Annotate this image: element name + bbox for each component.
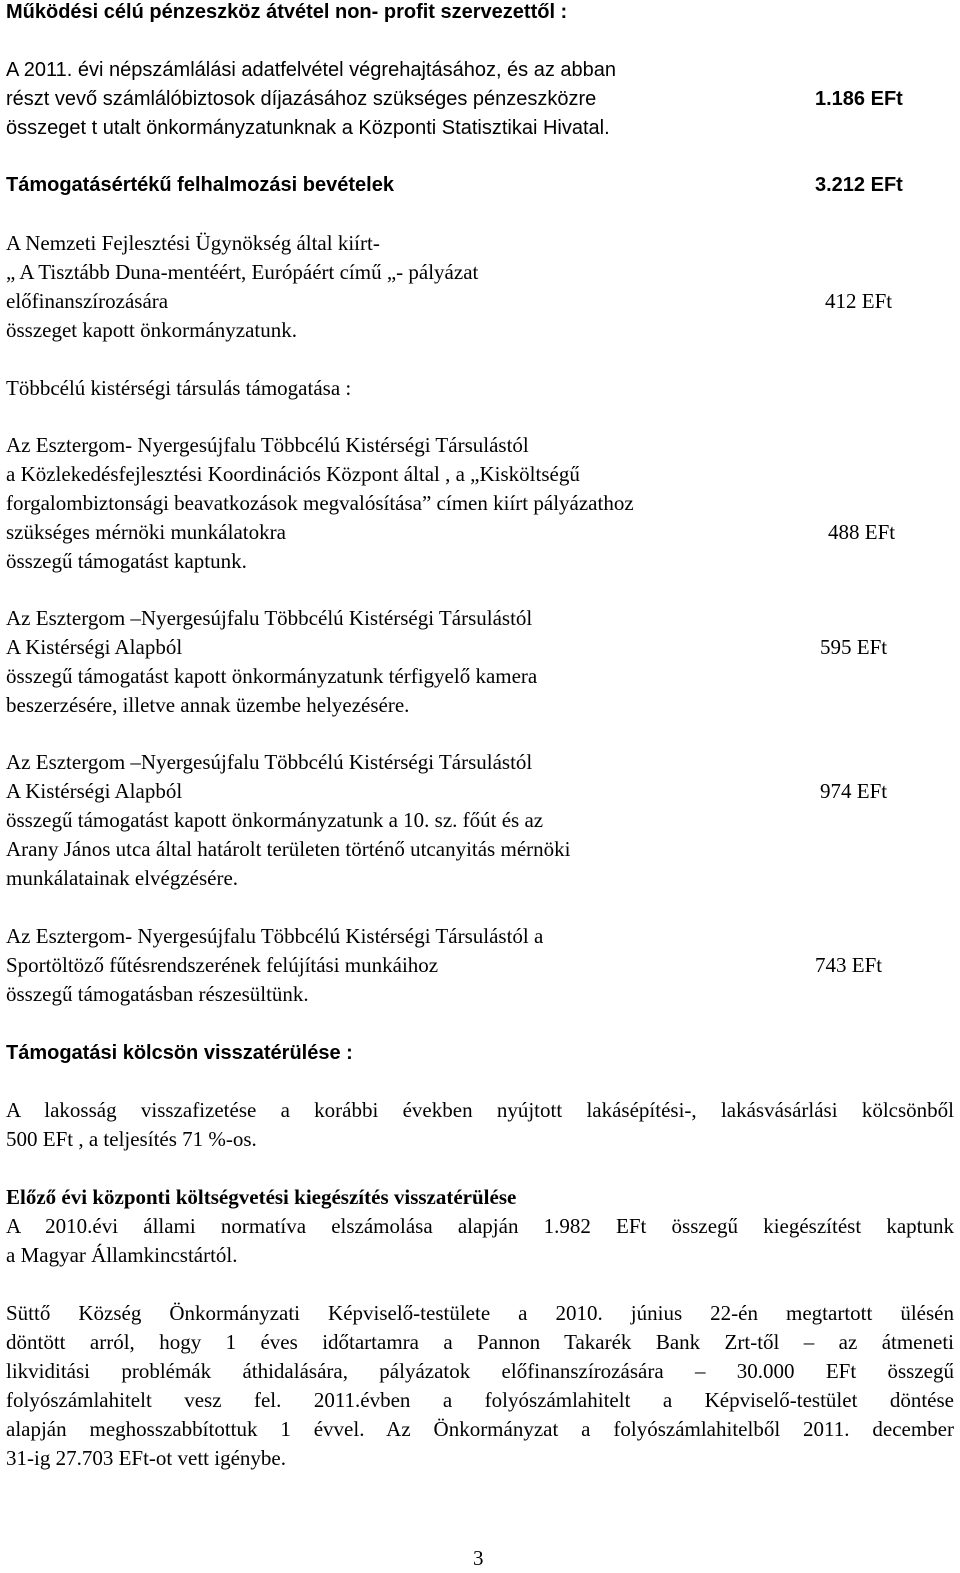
- multi-item-4-line-3: összegű támogatásban részesültünk.: [6, 982, 309, 1006]
- census-amount: 1.186 EFt: [815, 88, 903, 110]
- multi-item-1-line-1: Az Esztergom- Nyergesújfalu Többcélú Kistérségi Társulástól: [6, 433, 529, 457]
- section-heading-nonprofit: Működési célú pénzeszköz átvétel non- profit szervezettől :: [6, 1, 568, 23]
- multi-item-1-line-4: szükséges mérnöki munkálatokra: [6, 520, 286, 544]
- multi-item-2-line-4: beszerzésére, illetve annak üzembe helyezésére.: [6, 693, 410, 717]
- multi-item-4-line-2: Sportöltöző fűtésrendszerének felújítási munkáihoz: [6, 953, 439, 977]
- page-number: 3: [473, 1546, 484, 1570]
- capital-line-3: előfinanszírozására: [6, 289, 169, 313]
- multi-item-2-line-2: A Kistérségi Alapból: [6, 635, 183, 659]
- multi-item-2-line-1: Az Esztergom –Nyergesújfalu Többcélú Kistérségi Társulástól: [6, 606, 533, 630]
- budget-line-1: A 2010.évi állami normatíva elszámolása alapján 1.982 EFt összegű kiegészítést kaptunk: [6, 1214, 954, 1238]
- capital-heading: Támogatásértékű felhalmozási bevételek: [6, 174, 394, 196]
- multi-item-2-amount: 595 EFt: [820, 635, 888, 659]
- budget-heading: Előző évi központi költségvetési kiegészítés visszatérülése: [6, 1185, 517, 1209]
- multi-item-4-line-1: Az Esztergom- Nyergesújfalu Többcélú Kistérségi Társulástól a: [6, 924, 544, 948]
- council-line-2: döntött arról, hogy 1 éves időtartamra a Pannon Takarék Bank Zrt-től – az átmeneti: [6, 1330, 954, 1354]
- multi-item-3-line-3: összegű támogatást kapott önkormányzatunk a 10. sz. főút és az: [6, 808, 544, 832]
- census-line-1: A 2011. évi népszámlálási adatfelvétel végrehajtásához, és az abban: [6, 59, 617, 81]
- capital-line-4: összeget kapott önkormányzatunk.: [6, 318, 298, 342]
- capital-line-1: A Nemzeti Fejlesztési Ügynökség által kiírt-: [6, 231, 380, 255]
- council-line-3: likviditási problémák áthidalására, pályázatok előfinanszírozására – 30.000 EFt összegű: [6, 1359, 954, 1383]
- multi-item-3-amount: 974 EFt: [820, 779, 888, 803]
- census-line-3: összeget t utalt önkormányzatunknak a Központi Statisztikai Hivatal.: [6, 117, 610, 139]
- multi-heading: Többcélú kistérségi társulás támogatása :: [6, 376, 352, 400]
- loan-line-2: 500 EFt , a teljesítés 71 %-os.: [6, 1127, 257, 1151]
- multi-item-1-amount: 488 EFt: [828, 520, 896, 544]
- capital-line-2: „ A Tisztább Duna-mentéért, Európáért című „- pályázat: [6, 260, 479, 284]
- council-line-5: alapján meghosszabbítottuk 1 évvel. Az Önkormányzat a folyószámlahitelből 2011. december: [6, 1417, 954, 1441]
- council-line-1: Süttő Község Önkormányzati Képviselő-testülete a 2010. június 22-én megtartott ülésén: [6, 1301, 954, 1325]
- census-line-2: részt vevő számlálóbiztosok díjazásához szükséges pénzeszközre: [6, 88, 597, 110]
- multi-item-3-line-2: A Kistérségi Alapból: [6, 779, 183, 803]
- capital-total: 3.212 EFt: [815, 174, 903, 196]
- council-line-6: 31-ig 27.703 EFt-ot vett igénybe.: [6, 1446, 286, 1470]
- multi-item-1-line-5: összegű támogatást kaptunk.: [6, 549, 247, 573]
- multi-item-3-line-1: Az Esztergom –Nyergesújfalu Többcélú Kistérségi Társulástól: [6, 750, 533, 774]
- multi-item-1-line-3: forgalombiztonsági beavatkozások megvalósítása” címen kiírt pályázathoz: [6, 491, 634, 515]
- capital-amount: 412 EFt: [825, 289, 893, 313]
- multi-item-3-line-4: Arany János utca által határolt területen történő utcanyitás mérnöki: [6, 837, 571, 861]
- council-line-4: folyószámlahitelt vesz fel. 2011.évben a folyószámlahitelt a Képviselő-testület döntése: [6, 1388, 954, 1412]
- multi-item-2-line-3: összegű támogatást kapott önkormányzatunk térfigyelő kamera: [6, 664, 538, 688]
- loan-heading: Támogatási kölcsön visszatérülése :: [6, 1042, 353, 1064]
- multi-item-1-line-2: a Közlekedésfejlesztési Koordinációs Központ által , a „Kisköltségű: [6, 462, 580, 486]
- budget-line-2: a Magyar Államkincstártól.: [6, 1243, 238, 1267]
- loan-line-1: A lakosság visszafizetése a korábbi években nyújtott lakásépítési-, lakásvásárlási kölcsönből: [6, 1098, 954, 1122]
- multi-item-3-line-5: munkálatainak elvégzésére.: [6, 866, 239, 890]
- multi-item-4-amount: 743 EFt: [815, 953, 883, 977]
